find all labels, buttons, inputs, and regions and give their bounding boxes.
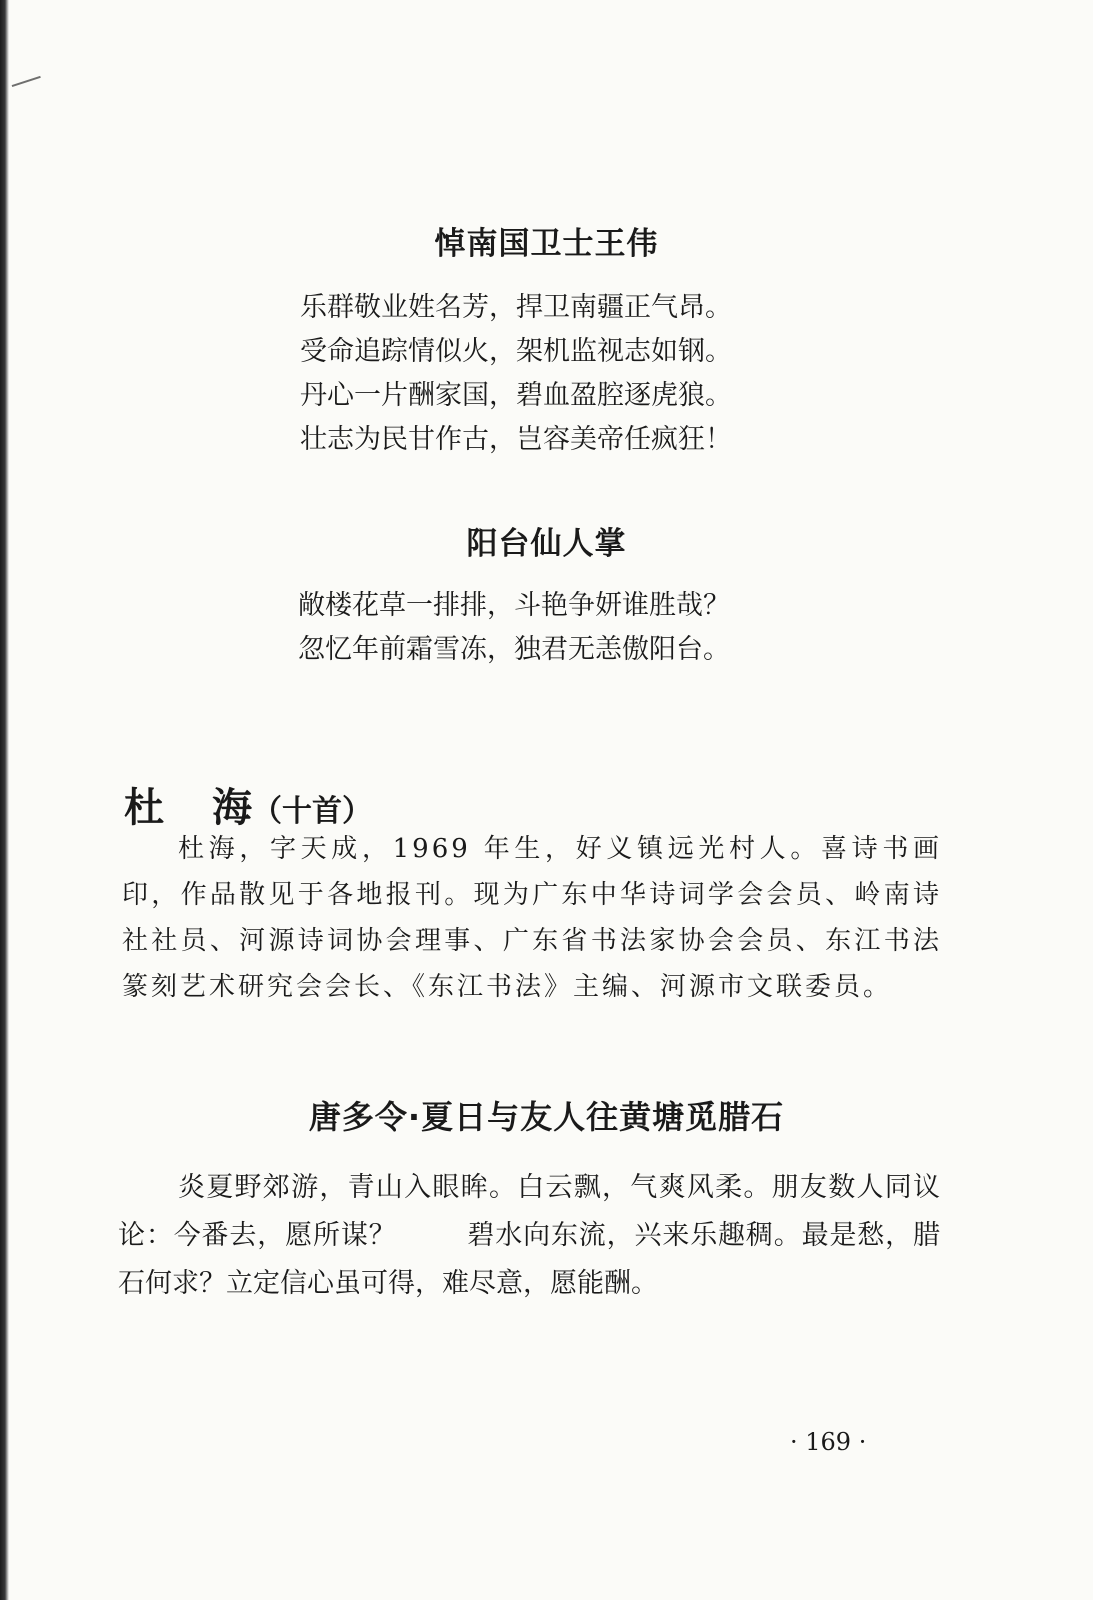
author-name-second: 海 [212,785,252,831]
author-bio: 杜海，字天成，1969 年生，好义镇远光村人。喜诗书画印，作品散见于各地报刊。现为广东中华诗词学会会员、岭南诗社社员、河源诗词协会理事、广东省书法家协会会员、东江书法篆刻艺术研究会会长、《东江书法》主编、河源市文联委员。 [122,834,942,1002]
poem-title: 阳台仙人掌 [466,526,627,562]
poem-body [298,584,730,672]
poem-line: 壮志为民甘作古，岂容美帝任疯狂！ [300,424,732,455]
author-name-first: 杜 [124,785,164,831]
poem-count: （十首） [252,794,372,829]
poem-title: 悼南国卫士王伟 [434,226,659,262]
author-heading [124,776,372,833]
ci-stanza-1: 炎夏野郊游，青山入眼眸。白云飘，气爽风柔。朋友数人同议论：今番去，愿所谋？ [118,1172,940,1251]
poem-body [300,286,732,462]
ci-body [118,1164,940,1308]
poem-line: 丹心一片酬家国，碧血盈腔逐虎狼。 [300,380,732,411]
poem-line: 乐群敬业姓名芳，捍卫南疆正气昂。 [300,292,732,323]
poem-line: 敞楼花草一排排，斗艳争妍谁胜哉？ [298,590,730,621]
ci-stanza-2: 碧水向东流，兴来乐趣稠。最是愁，腊石何求？立定信心虽可得，难尽意，愿能酬。 [118,1220,941,1299]
poem-line: 受命追踪情似火，架机监视志如钢。 [300,336,732,367]
poem-line: 忽忆年前霜雪冻，独君无恙傲阳台。 [298,634,730,665]
page-number: · 169 · [790,1428,867,1456]
ci-title: 唐多令·夏日与友人往黄塘觅腊石 [308,1098,785,1136]
